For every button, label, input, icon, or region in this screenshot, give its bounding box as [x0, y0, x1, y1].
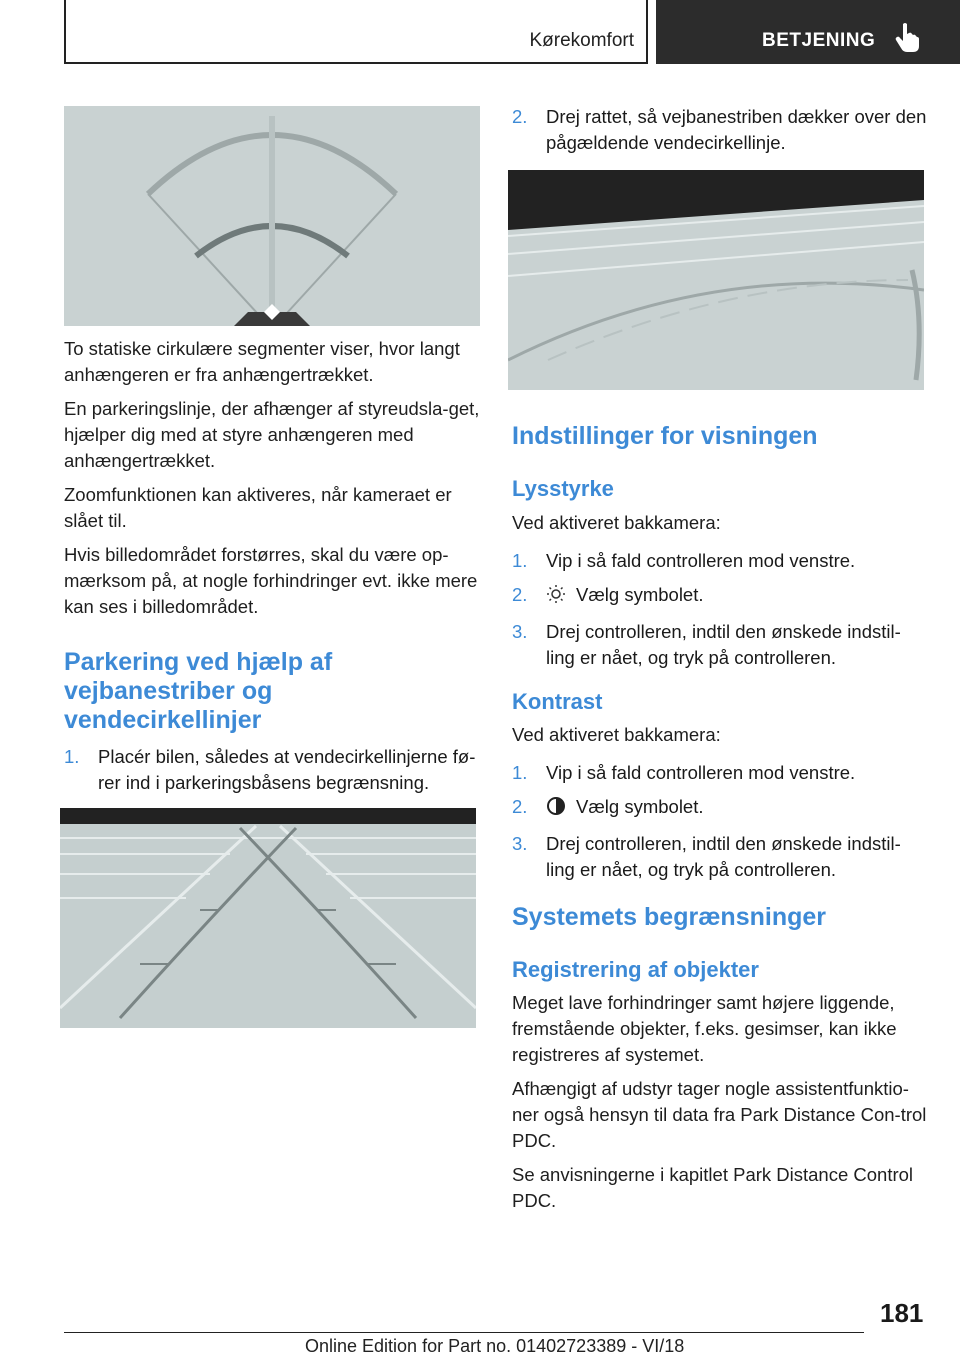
- detection-body-text: [512, 990, 928, 1222]
- paragraph: Meget lave forhindringer samt højere liggende, fremstående objekter, f.eks. gesimser, kan ikke registreres af systemet.: [512, 992, 897, 1065]
- list-item: [512, 794, 928, 823]
- list-item: [512, 619, 928, 671]
- list-item: [512, 104, 928, 156]
- step-number: 3.: [512, 833, 528, 854]
- paragraph: Se anvisningerne i kapitlet Park Distance Control PDC.: [512, 1164, 914, 1211]
- steps-parking: [64, 744, 480, 804]
- header-chapter-title: BETJENING: [762, 30, 876, 51]
- sun-brightness-icon: [546, 584, 566, 611]
- figure-trailer-segments: [64, 106, 480, 326]
- steps-brightness: [512, 548, 928, 679]
- heading-contrast: Kontrast: [512, 689, 603, 714]
- step-number: 3.: [512, 621, 528, 642]
- left-body-text: [64, 336, 480, 628]
- step-text: Vælg symbolet.: [576, 584, 704, 605]
- figure-parking-lines: [60, 808, 476, 1028]
- step-number: 1.: [64, 746, 80, 767]
- step-text: Vip i så fald controlleren mod venstre.: [546, 550, 856, 571]
- list-item: [512, 548, 928, 574]
- page-number: 181: [880, 1298, 924, 1328]
- list-item: [512, 760, 928, 786]
- step-text: Placér bilen, således at vendecirkellinjerne fø‐rer ind i parkeringsbåsens begrænsning.: [98, 746, 476, 793]
- heading-object-detection: Registrering af objekter: [512, 957, 759, 982]
- footer-edition: Online Edition for Part no. 01402723389 - VI/18: [305, 1336, 685, 1356]
- list-item: [512, 831, 928, 883]
- list-item: [64, 744, 480, 796]
- step-text: Drej controlleren, indtil den ønskede indstil‐ling er nået, og tryk på controlleren.: [546, 833, 901, 880]
- brightness-intro: Ved aktiveret bakkamera:: [512, 512, 721, 533]
- heading-system-limits: Systemets begrænsninger: [512, 903, 826, 931]
- step-text: Vælg symbolet.: [576, 796, 704, 817]
- paragraph: Afhængigt af udstyr tager nogle assistentfunktio‐ner også hensyn til data fra Park Distance Con‐trol PDC.: [512, 1078, 927, 1151]
- step-number: 2.: [512, 796, 528, 817]
- contrast-icon: [546, 796, 566, 823]
- step-number: 2.: [512, 584, 528, 605]
- step-number: 1.: [512, 762, 528, 783]
- footer-divider: [64, 1332, 864, 1333]
- paragraph: To statiske cirkulære segmenter viser, hvor langt anhængeren er fra anhængertrækket.: [64, 338, 460, 385]
- hand-pointer-icon: [894, 22, 920, 57]
- heading-brightness: Lysstyrke: [512, 476, 614, 501]
- figure-road-lines: [508, 170, 924, 390]
- list-item: [512, 582, 928, 611]
- step-number: 1.: [512, 550, 528, 571]
- step-text: Drej rattet, så vejbanestriben dækker over den pågældende vendecirkellinje.: [546, 106, 927, 153]
- header-section-title: Kørekomfort: [529, 30, 634, 51]
- paragraph: Zoomfunktionen kan aktiveres, når kameraet er slået til.: [64, 484, 452, 531]
- step-text: Drej controlleren, indtil den ønskede indstil‐ling er nået, og tryk på controlleren.: [546, 621, 901, 668]
- steps-turning: [512, 104, 928, 164]
- paragraph: Hvis billedområdet forstørres, skal du være op‐mærksom på, at nogle forhindringer evt. ikke mere kan ses i billedområdet.: [64, 544, 478, 617]
- heading-display-settings: Indstillinger for visningen: [512, 422, 818, 450]
- heading-parking-lines: Parkering ved hjælp af vejbanestriber og vendecirkellinjer: [64, 648, 333, 734]
- step-number: 2.: [512, 106, 528, 127]
- step-text: Vip i så fald controlleren mod venstre.: [546, 762, 856, 783]
- steps-contrast: [512, 760, 928, 891]
- header-chapter-box: [656, 0, 960, 64]
- header-section-box: [64, 0, 648, 64]
- contrast-intro: Ved aktiveret bakkamera:: [512, 724, 721, 745]
- paragraph: En parkeringslinje, der afhænger af styreudsla‐get, hjælper dig med at styre anhængeren med anhængertrækket.: [64, 398, 480, 471]
